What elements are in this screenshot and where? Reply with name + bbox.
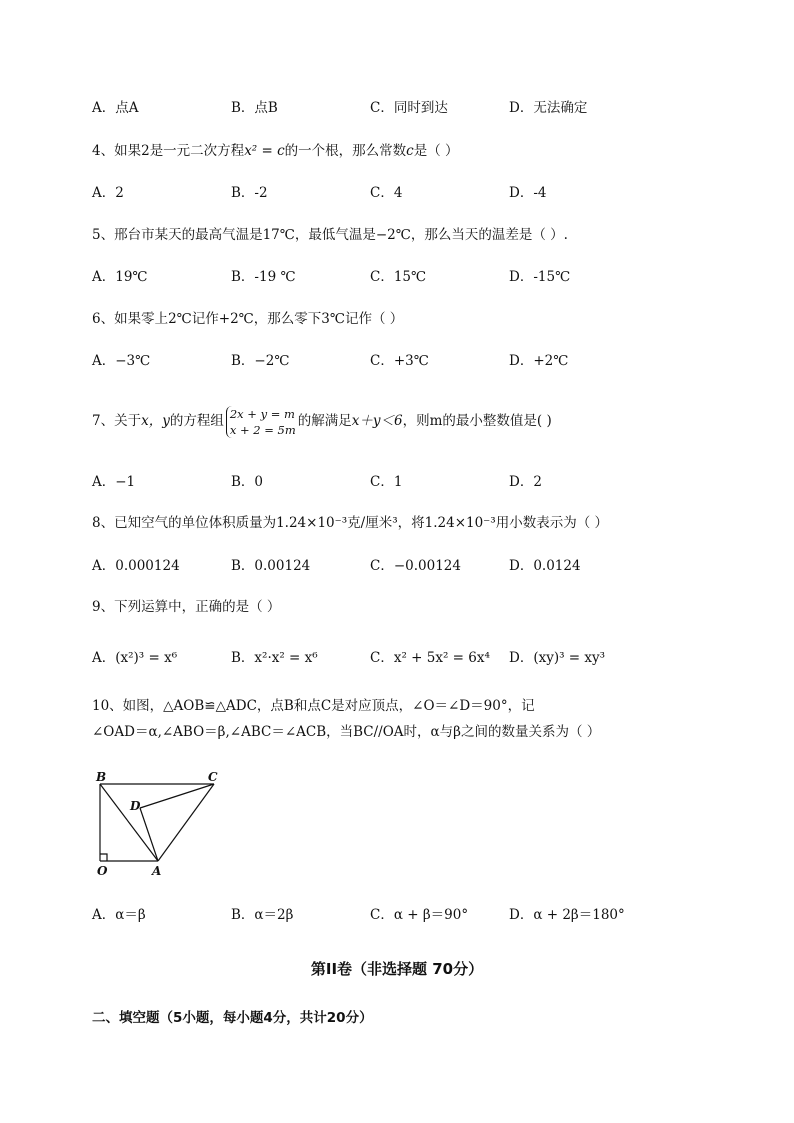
label-b: B bbox=[96, 770, 107, 784]
q9-stem: 9、下列运算中，正确的是（ ） bbox=[92, 599, 281, 615]
label-a: A bbox=[152, 864, 162, 878]
q6-option-d: D．+2℃ bbox=[509, 353, 569, 369]
q3-option-b: B．点B bbox=[231, 100, 278, 116]
q3-option-a: A．点A bbox=[92, 100, 139, 116]
q10-geometry-figure bbox=[88, 768, 228, 878]
q6-option-a: A．−3℃ bbox=[92, 353, 151, 369]
q8-option-c: C．−0.00124 bbox=[370, 558, 461, 574]
label-o: O bbox=[97, 864, 108, 878]
right-angle-mark bbox=[100, 854, 107, 861]
q6-option-b: B．−2℃ bbox=[231, 353, 290, 369]
segment-cd bbox=[140, 784, 214, 808]
q3-option-c: C．同时到达 bbox=[370, 100, 448, 116]
q10-option-d: D．α + 2β＝180° bbox=[509, 907, 625, 923]
segment-ca bbox=[158, 784, 214, 861]
q5-option-c: C．15℃ bbox=[370, 269, 427, 285]
equation-system: 2x + y = m x + 2 = 5m bbox=[226, 406, 296, 438]
q7-option-a: A．−1 bbox=[92, 474, 136, 490]
q4-stem: 4、如果2是一元二次方程x² = c的一个根，那么常数c是（ ） bbox=[92, 143, 459, 159]
q3-option-d: D．无法确定 bbox=[509, 100, 588, 116]
q10-option-b: B．α＝2β bbox=[231, 907, 294, 923]
q7-option-d: D．2 bbox=[509, 474, 542, 490]
q6-option-c: C．+3℃ bbox=[370, 353, 429, 369]
q8-option-d: D．0.0124 bbox=[509, 558, 581, 574]
label-d: D bbox=[130, 799, 141, 813]
q4-option-c: C．4 bbox=[370, 185, 403, 201]
q9-option-b: B．x²·x² = x⁶ bbox=[231, 650, 318, 666]
segment-ba bbox=[100, 784, 158, 861]
q8-option-a: A．0.000124 bbox=[92, 558, 180, 574]
label-c: C bbox=[208, 770, 218, 784]
q10-option-c: C．α + β＝90° bbox=[370, 907, 469, 923]
q5-option-a: A．19℃ bbox=[92, 269, 148, 285]
q7-stem: 7、关于x，y的方程组 2x + y = m x + 2 = 5m 的解满足x＋y＜6，则m的最小整数值是( ) bbox=[92, 406, 552, 437]
q10-option-a: A．α＝β bbox=[92, 907, 146, 923]
q10-stem-line1: 10、如图，△AOB≌△ADC，点B和点C是对应顶点，∠O＝∠D＝90°，记 bbox=[92, 698, 535, 714]
q5-option-d: D．-15℃ bbox=[509, 269, 571, 285]
section-title: 第II卷（非选择题 70分） bbox=[310, 960, 484, 978]
q10-stem-line2: ∠OAD＝α,∠ABO＝β,∠ABC＝∠ACB，当BC//OA时，α与β之间的数量关系为（ ） bbox=[92, 724, 601, 740]
segment-da bbox=[140, 808, 158, 861]
q4-option-d: D．-4 bbox=[509, 185, 547, 201]
q5-option-b: B．-19 ℃ bbox=[231, 269, 296, 285]
q7-option-c: C．1 bbox=[370, 474, 403, 490]
q6-stem: 6、如果零上2℃记作+2℃，那么零下3℃记作（ ） bbox=[92, 311, 404, 327]
q4-option-b: B．-2 bbox=[231, 185, 268, 201]
q9-option-a: A．(x²)³ = x⁶ bbox=[92, 650, 178, 666]
q5-stem: 5、邢台市某天的最高气温是17℃，最低气温是−2℃，那么当天的温差是（ ）. bbox=[92, 227, 568, 243]
q8-option-b: B．0.00124 bbox=[231, 558, 311, 574]
q9-option-d: D．(xy)³ = xy³ bbox=[509, 650, 606, 666]
q4-option-a: A．2 bbox=[92, 185, 124, 201]
q8-stem: 8、已知空气的单位体积质量为1.24×10⁻³克/厘米³，将1.24×10⁻³用小数表示为（ ） bbox=[92, 515, 609, 531]
q9-option-c: C．x² + 5x² = 6x⁴ bbox=[370, 650, 490, 666]
q7-option-b: B．0 bbox=[231, 474, 264, 490]
part-two-heading: 二、填空题（5小题，每小题4分，共计20分） bbox=[92, 1010, 373, 1026]
